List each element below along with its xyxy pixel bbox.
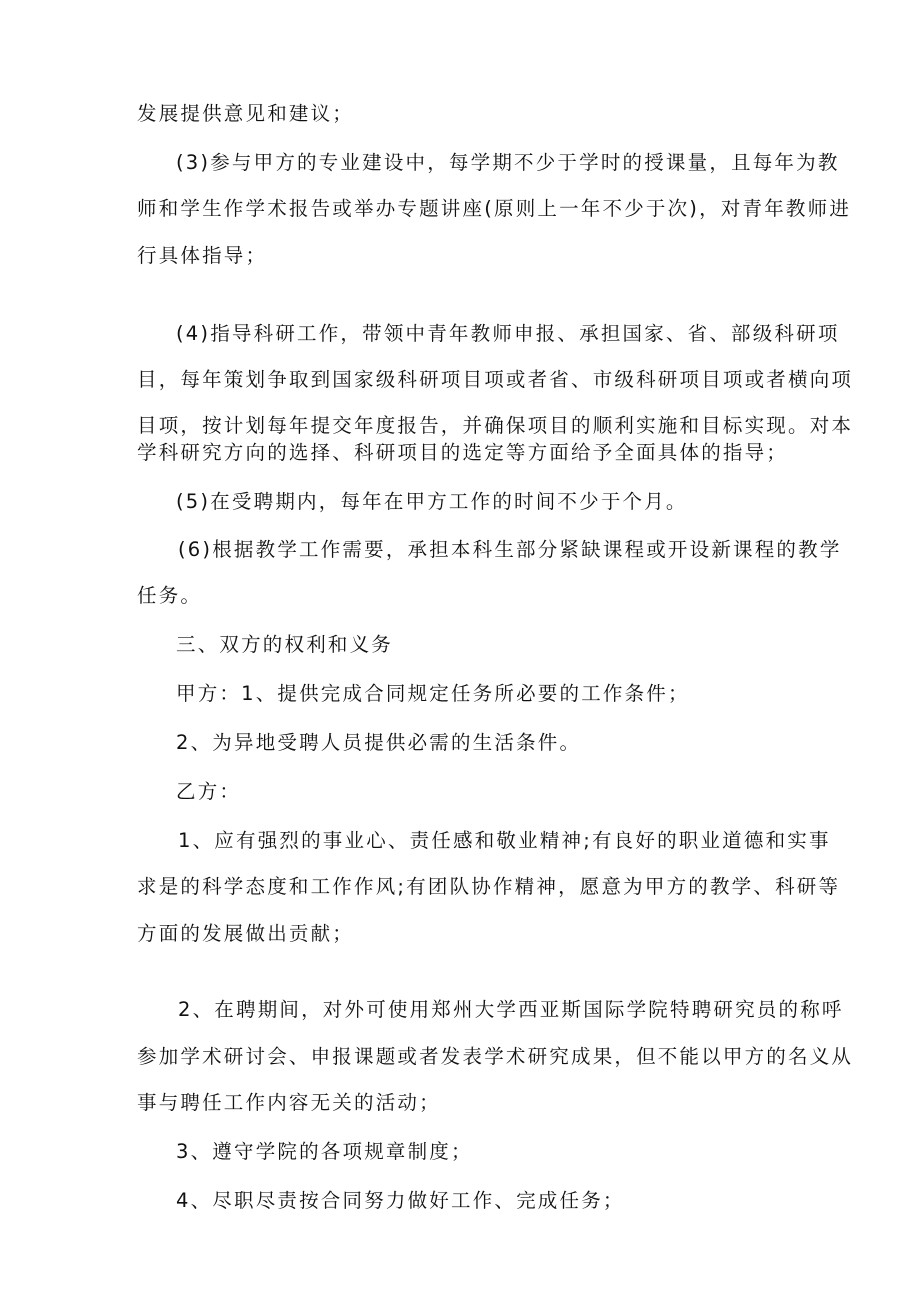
text-line: 3、遵守学院的各项规章制度； [176, 1140, 473, 1163]
text-line: 方面的发展做出贡献； [137, 922, 355, 945]
text-line: (5)在受聘期内，每年在甲方工作的时间不少于个月。 [176, 490, 688, 513]
text-line: 目项，按计划每年提交年度报告，并确保项目的顺利实施和目标实现。对本 [137, 414, 854, 437]
text-line: 发展提供意见和建议； [137, 102, 355, 125]
text-line: (4)指导科研工作，带领中青年教师申报、承担国家、省、部级科研项 [176, 322, 840, 345]
text-line: 行具体指导； [137, 244, 268, 267]
text-line: 求是的科学态度和工作作风;有团队协作精神，愿意为甲方的教学、科研等 [137, 875, 841, 898]
text-line: 学科研究方向的选择、科研项目的选定等方面给予全面具体的指导； [137, 441, 789, 464]
text-line: 参加学术研讨会、申报课题或者发表学术研究成果，但不能以甲方的名义从 [137, 1045, 854, 1068]
text-line: 师和学生作学术报告或举办专题讲座(原则上一年不少于次)，对青年教师进 [137, 197, 852, 220]
text-line: (3)参与甲方的专业建设中，每学期不少于学时的授课量，且每年为教 [176, 151, 840, 174]
text-line: 2、为异地受聘人员提供必需的生活条件。 [176, 731, 582, 754]
text-line: 任务。 [137, 584, 203, 607]
text-line: 1、应有强烈的事业心、责任感和敬业精神;有良好的职业道德和实事 [178, 829, 831, 852]
text-line: 乙方： [176, 780, 242, 803]
text-line: 事与聘任工作内容无关的活动； [137, 1091, 441, 1114]
text-line: 甲方：1、提供完成合同规定任务所必要的工作条件； [176, 682, 690, 705]
text-line: 2、在聘期间，对外可使用郑州大学西亚斯国际学院特聘研究员的称呼 [178, 998, 844, 1021]
text-line: (6)根据教学工作需要，承担本科生部分紧缺课程或开设新课程的教学 [178, 538, 842, 561]
text-line: 4、尽职尽责按合同努力做好工作、完成任务； [176, 1189, 625, 1212]
section-heading: 三、双方的权利和义务 [176, 633, 394, 656]
text-line: 目，每年策划争取到国家级科研项目项或者省、市级科研项目项或者横向项 [137, 368, 854, 391]
